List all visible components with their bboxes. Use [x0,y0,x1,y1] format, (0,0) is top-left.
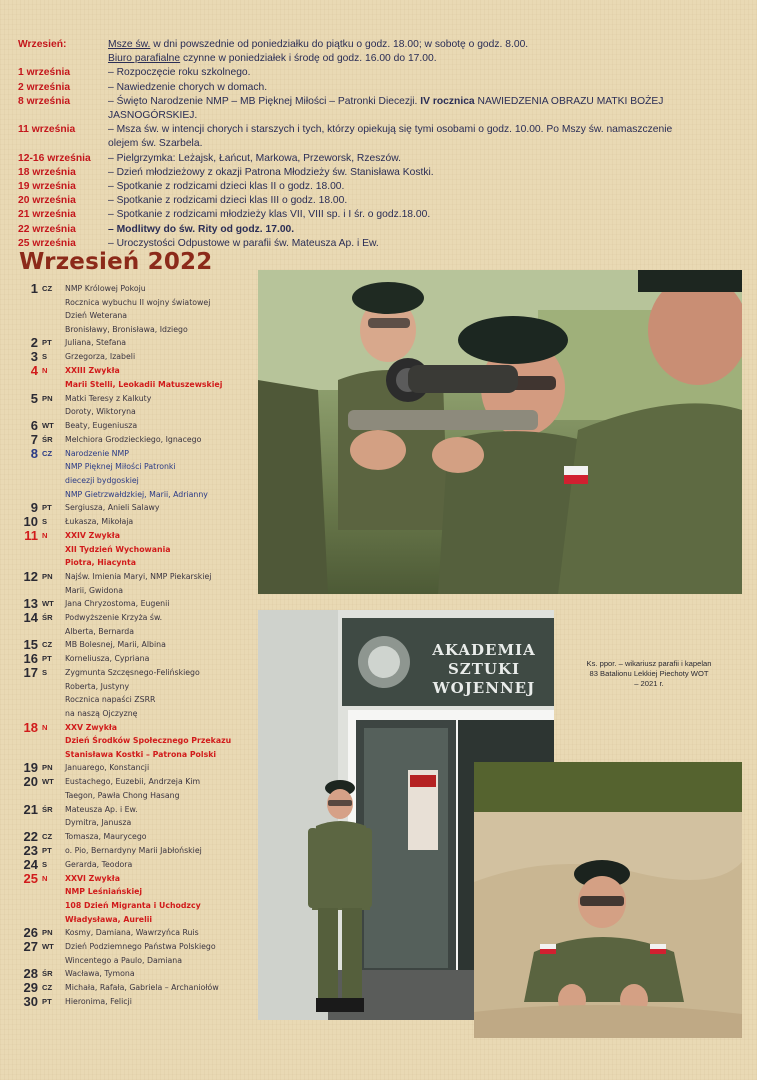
weekday: CZ [42,983,53,993]
day-entry: Dymitra, Janusza [65,818,132,828]
day-number: 25 [23,870,38,886]
day-number: 12 [23,568,38,584]
notice-text [108,38,748,52]
day-entry: NMP Leśniańskiej [65,887,143,897]
notice-text-part: czynne w poniedziałek i środę od godz. 16.00 do 17.00. [180,53,437,65]
day-entry: 108 Dzień Migranta i Uchodzcy [65,901,201,910]
day-entries [65,433,257,447]
day-entries [65,638,257,652]
notice-date: 21 września [18,209,76,221]
notice-text-part: – Spotkanie z rodzicami młodzieży klas VII, VIII sp. i I śr. o godz.18.00. [108,209,431,221]
notice-row [18,66,748,80]
weekday: S [42,668,48,678]
weekday: CZ [42,448,53,458]
notice-text-part: – Spotkanie z rodzicami dzieci klas II o godz. 18.00. [108,181,345,193]
photo-caption [559,659,739,689]
sign-line-1: AKADEMIA [432,641,536,659]
weekday: PN [42,763,53,773]
day-entry: Dzień Podziemnego Państwa Polskiego [65,942,216,952]
notice-text-part: IV rocznica [420,95,475,107]
weekday: WT [42,777,54,787]
notice-text-part: – Uroczystości Odpustowe w parafii św. Mateusza Ap. i Ew. [108,237,379,249]
day-entry: NMP Gietrzwałdzkiej, Marii, Adrianny [65,489,208,499]
calendar-day-3 [17,350,257,364]
day-entries [65,858,257,872]
day-entries [65,666,257,720]
weekday: ŚR [42,804,53,814]
notice-text [108,123,748,137]
calendar-day-11 [17,529,257,570]
day-entries [65,940,257,967]
notice-text [108,109,748,123]
caption-line-3: – 2021 r. [634,679,664,688]
day-entry: Doroty, Wiktoryna [65,407,136,417]
notice-row [18,208,748,222]
calendar-day-26 [17,926,257,940]
day-entries [65,611,257,638]
day-entry: Najśw. Imienia Maryi, NMP Piekarskiej [65,571,212,581]
calendar-day-18 [17,721,257,762]
calendar-day-20 [17,775,257,802]
day-entries [65,419,257,433]
day-entry: Bronisławy, Bronisława, Idziego [65,324,188,334]
day-entry: Wacława, Tymona [65,969,135,979]
calendar-day-28 [17,967,257,981]
day-entry: Januarego, Konstancji [65,763,150,773]
day-number: 21 [23,801,38,817]
calendar-day-12 [17,570,257,597]
weekday: CZ [42,831,53,841]
day-entry: NMP Królowej Pokoju [65,284,146,293]
notice-row [18,109,748,123]
day-number: 3 [30,349,38,365]
day-entry: Tomasza, Maurycego [65,831,147,841]
notice-row [18,123,748,137]
day-entries [65,967,257,981]
day-entries [65,447,257,501]
day-entry: Marii, Gwidona [65,585,124,595]
day-entry: Beaty, Eugeniusza [65,420,138,430]
weekday: PT [42,503,52,513]
day-number: 13 [23,596,38,612]
day-number: 7 [30,431,38,447]
notice-text-part: – Dzień młodzieżowy z okazji Patrona Młodzieży św. Stanisława Kostki. [108,166,434,178]
weekday: ŚR [42,434,53,444]
day-number: 18 [23,719,38,735]
day-entry: Hieronima, Felicji [65,997,132,1007]
weekday: N [42,531,48,541]
weekday: PT [42,997,52,1007]
day-entries [65,761,257,775]
day-number: 8 [30,445,38,461]
notice-text-part: olejem św. Szarbela. [108,138,203,150]
day-entry: Sergiusza, Anieli Salawy [65,503,160,513]
day-entry: Juliana, Stefana [65,338,127,348]
day-number: 15 [23,637,38,653]
weekday: N [42,722,48,732]
notice-text-part: w dni powszednie od poniedziałku do piątku o godz. 18.00; w sobotę o godz. 8.00. [150,39,529,50]
day-number: 30 [23,994,38,1010]
weekday: WT [42,942,54,952]
weekday: S [42,352,48,362]
notice-row [18,194,748,208]
notice-text-part: – Modlitwy do św. Rity od godz. 17.00. [108,223,295,235]
notice-text-part: JASNOGÓRSKIEJ. [108,110,198,122]
day-entries [65,872,257,926]
day-entries [65,570,257,597]
day-entries [65,844,257,858]
day-number: 9 [30,500,38,516]
day-entries [65,350,257,364]
liturgical-calendar [17,282,257,1009]
calendar-day-4 [17,364,257,391]
calendar-day-1 [17,282,257,336]
weekday: ŚR [42,613,53,623]
day-entry: Narodzenie NMP [65,448,129,458]
notice-date: 1 września [18,67,71,79]
weekday: CZ [42,284,53,293]
day-entry: Łukasza, Mikołaja [65,517,134,527]
weekday: PN [42,571,53,581]
day-entry: NMP Pięknej Miłości Patronki [65,462,176,472]
weekday: S [42,517,48,527]
notice-text-part: NAWIEDZENIA OBRAZU MATKI BOŻEJ [474,95,664,107]
day-entry: XXV Zwykła [65,722,118,732]
notice-text-part: – Święto Narodzenie NMP – MB Pięknej Miłości – Patronki Diecezji. [108,95,421,107]
day-entry: Gerarda, Teodora [65,859,133,869]
day-entry: o. Pio, Bernardyny Marii Jabłońskiej [65,845,202,855]
parish-notices [18,38,748,251]
day-entry: XXIII Zwykła [65,366,120,376]
notice-text [108,208,748,222]
calendar-day-6 [17,419,257,433]
notice-date [18,137,108,151]
day-entry: XXIV Zwykła [65,531,120,541]
day-entry: Kosmy, Damiana, Wawrzyńca Ruis [65,928,199,938]
weekday: S [42,859,48,869]
day-number: 28 [23,966,38,982]
notice-text-part: – Spotkanie z rodzicami dzieci klas III o godz. 18.00. [108,195,348,207]
day-entry: Matki Teresy z Kalkuty [65,393,152,403]
day-entry: Michała, Rafała, Gabriela – Archaniołów [65,983,219,993]
day-number: 22 [23,828,38,844]
notice-text [108,95,748,109]
notice-date [18,109,108,123]
notice-row [18,95,748,109]
day-entry: Rocznica napaści ZSRR [65,695,156,705]
day-entries [65,597,257,611]
notice-text [108,194,748,208]
notice-text [108,152,748,166]
notice-date [18,52,108,66]
calendar-day-21 [17,803,257,830]
day-entry: MB Bolesnej, Marii, Albina [65,640,166,650]
calendar-day-2 [17,336,257,350]
weekday: WT [42,599,54,609]
day-number: 24 [23,856,38,872]
day-entries [65,981,257,995]
notice-row [18,81,748,95]
notice-row [18,38,748,52]
calendar-day-24 [17,858,257,872]
calendar-day-8 [17,447,257,501]
weekday: PN [42,928,53,938]
day-entry: Eustachego, Euzebii, Andrzeja Kim [65,777,201,787]
day-entries [65,803,257,830]
calendar-day-23 [17,844,257,858]
day-number: 19 [23,760,38,776]
day-entries [65,392,257,419]
notice-date: 19 września [18,181,76,193]
day-entry: Rocznica wybuchu II wojny światowej [65,297,211,307]
calendar-day-13 [17,597,257,611]
notice-text [108,66,748,80]
notice-date: 22 września [18,223,76,235]
day-number: 2 [30,335,38,351]
day-entry: Taegon, Pawła Chong Hasang [65,791,180,801]
notice-text-part: – Msza św. w intencji chorych i starszych i tych, którzy opiekują się tymi osobami o godz. 10.00. Po Mszy św. namaszczenie [108,124,673,136]
notice-text [108,52,748,66]
weekday: PT [42,338,52,348]
photo-soldier-sand [474,762,742,1038]
notice-text [108,81,748,95]
notice-date: 2 września [18,81,71,93]
notice-row [18,137,748,151]
day-entry: Podwyższenie Krzyża św. [65,613,163,623]
notice-row [18,52,748,66]
day-number: 5 [30,390,38,406]
day-number: 20 [23,774,38,790]
day-entry: Zygmunta Szczęsnego-Felińskiego [65,668,200,678]
weekday: N [42,366,48,376]
day-entry: Marii Stelli, Leokadii Matuszewskiej [65,379,223,389]
day-entry: Piotra, Hiacynta [65,558,136,568]
notice-row [18,223,748,237]
calendar-day-19 [17,761,257,775]
day-entries [65,652,257,666]
calendar-day-15 [17,638,257,652]
day-entry: Alberta, Bernarda [65,626,134,636]
day-entries [65,515,257,529]
day-entry: Stanisława Kostki – Patrona Polski [65,749,217,759]
notice-date: 11 września [18,124,76,136]
notice-text-part: Biuro parafialne [108,53,181,65]
day-number: 10 [23,514,38,530]
notice-row [18,166,748,180]
day-entries [65,336,257,350]
calendar-day-30 [17,995,257,1009]
day-entry: Roberta, Justyny [65,681,130,691]
weekday: N [42,873,48,883]
day-entry: Jana Chryzostoma, Eugenii [65,599,170,609]
calendar-day-7 [17,433,257,447]
day-entries [65,282,257,336]
notice-date: 18 września [18,166,76,178]
calendar-day-16 [17,652,257,666]
caption-line-1: Ks. ppor. – wikariusz parafii i kapelan [586,659,712,668]
day-number: 17 [23,665,38,681]
month-title: Wrzesień 2022 [19,249,213,275]
notice-text [108,166,748,180]
day-entries [65,830,257,844]
day-entry: XII Tydzień Wychowania [65,544,171,554]
day-entry: Wincentego a Paulo, Damiana [65,955,182,965]
notice-text [108,223,748,237]
caption-line-2: 83 Batalionu Lekkiej Piechoty WOT [589,669,709,678]
day-number: 16 [23,651,38,667]
weekday: PT [42,845,52,855]
calendar-day-29 [17,981,257,995]
day-entries [65,529,257,570]
day-entry: Władysława, Aurelii [65,914,153,924]
day-entries [65,721,257,762]
day-entry: Grzegorza, Izabeli [65,352,136,362]
day-number: 23 [23,842,38,858]
notice-text-part: – Nawiedzenie chorych w domach. [108,81,268,93]
day-entries [65,926,257,940]
weekday: PN [42,393,53,403]
calendar-day-22 [17,830,257,844]
calendar-day-9 [17,501,257,515]
notice-text-part: Msze św. [108,39,151,50]
photo-soldiers-rifle [258,270,742,594]
day-entries [65,775,257,802]
weekday: WT [42,420,54,430]
calendar-day-25 [17,872,257,926]
day-entry: Dzień Środków Społecznego Przekazu [65,736,232,746]
calendar-day-17 [17,666,257,720]
notice-text [108,180,748,194]
notice-date: Wrzesień: [18,39,67,50]
day-entry: na naszą Ojczyznę [65,709,138,719]
day-entries [65,501,257,515]
notice-date: 20 września [18,195,76,207]
day-entry: Melchiora Grodzieckiego, Ignacego [65,434,202,444]
day-entry: Dzień Weterana [65,311,128,321]
day-number: 11 [24,528,38,544]
day-entries [65,364,257,391]
notice-date: 12-16 września [18,152,91,164]
day-entry: Korneliusza, Cypriana [65,654,150,664]
weekday: CZ [42,640,53,650]
calendar-day-14 [17,611,257,638]
notice-text-part: – Rozpoczęcie roku szkolnego. [108,67,251,79]
notice-row [18,180,748,194]
notice-text [108,137,748,151]
notice-text-part: – Pielgrzymka: Leżajsk, Łańcut, Markowa, Przeworsk, Rzeszów. [108,152,401,164]
calendar-day-5 [17,392,257,419]
day-number: 14 [23,610,38,626]
day-number: 6 [30,417,38,433]
weekday: PT [42,654,52,664]
sign-line-2: SZTUKI [447,660,521,678]
notice-date: 8 września [18,95,71,107]
calendar-day-27 [17,940,257,967]
notice-date: 25 września [18,237,76,249]
day-entry: XXVI Zwykła [65,873,120,883]
day-number: 27 [23,939,38,955]
day-number: 26 [23,925,38,941]
notice-row [18,152,748,166]
sign-line-3: WOJENNEJ [432,679,536,697]
weekday: ŚR [42,969,53,979]
day-entry: diecezji bydgoskiej [65,475,139,485]
day-entry: Mateusza Ap. i Ew. [65,804,138,814]
calendar-day-10 [17,515,257,529]
day-number: 4 [30,363,38,379]
day-entries [65,995,257,1009]
day-number: 29 [23,980,38,996]
day-number: 1 [30,281,38,296]
